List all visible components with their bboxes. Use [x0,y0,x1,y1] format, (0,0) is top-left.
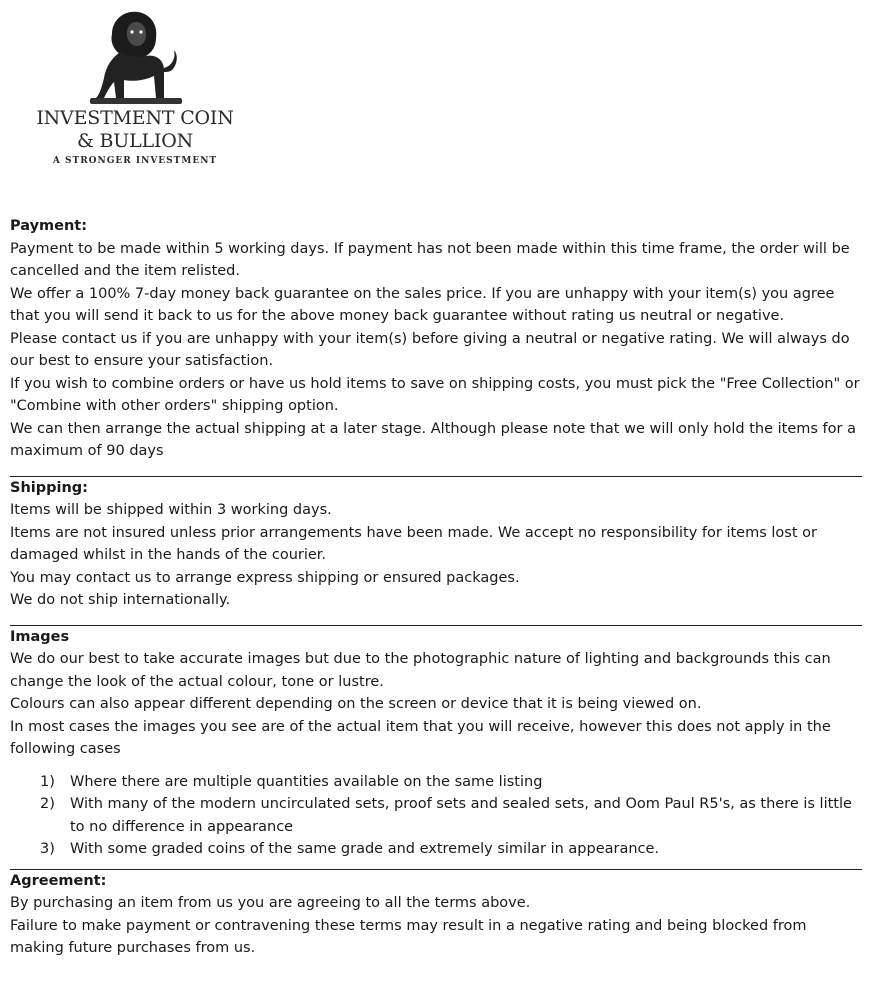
shipping-paragraph: Items will be shipped within 3 working days. [10,502,332,518]
list-item-text: Where there are multiple quantities available on the same listing [70,773,543,790]
agreement-paragraph: Failure to make payment or contravening these terms may result in a negative rating and being blocked from making future purchases from us. [10,917,807,956]
payment-section [10,215,862,463]
list-item-number: 3) [40,841,55,857]
list-item [40,793,862,838]
list-item-text: With many of the modern uncirculated sets, proof sets and sealed sets, and Oom Paul R5's, as there is little to no difference in appearance [70,796,852,835]
shipping-paragraph: Items are not insured unless prior arrangements have been made. We accept no responsibility for items lost or damaged whilst in the hands of the courier. [10,524,817,563]
payment-paragraph: Please contact us if you are unhappy with your item(s) before giving a neutral or negative rating. We will always do our best to ensure your satisfaction. [10,330,850,369]
shipping-heading: Shipping: [10,479,88,496]
agreement-section [10,870,862,960]
brand-logo [30,6,240,166]
shipping-paragraph: You may contact us to arrange express shipping or ensured packages. [10,569,520,586]
brand-title-line1: INVESTMENT COIN [36,107,234,129]
payment-paragraph: Payment to be made within 5 working days. If payment has not been made within this time frame, the order will be cancelled and the item relisted. [10,240,850,279]
payment-paragraph: If you wish to combine orders or have us hold items to save on shipping costs, you must pick the "Free Collection" or "Combine with other orders" shipping option. [10,375,860,414]
brand-tagline: A STRONGER INVESTMENT [52,156,218,166]
shipping-section [10,477,862,612]
images-paragraph: In most cases the images you see are of the actual item that you will receive, however this does not apply in the following cases [10,718,831,757]
list-item-number: 2) [40,796,55,812]
agreement-paragraph: By purchasing an item from us you are agreeing to all the terms above. [10,895,531,911]
images-heading: Images [10,628,70,645]
exception-list [10,771,862,861]
payment-paragraph: We can then arrange the actual shipping at a later stage. Although please note that we will only hold the items for a maximum of 90 days [10,420,856,459]
payment-paragraph: We offer a 100% 7-day money back guarantee on the sales price. If you are unhappy with your item(s) you agree that you will send it back to us for the above money back guarantee without rating us neutral or negative. [10,285,835,324]
images-section [10,626,862,861]
list-item [40,771,862,794]
list-item-number: 1) [40,773,55,790]
list-item [40,838,862,861]
list-item-text: With some graded coins of the same grade and extremely similar in appearance. [70,841,660,857]
lion-icon [80,6,190,106]
agreement-heading: Agreement: [10,872,107,889]
brand-title-line2: & BULLION [76,130,194,152]
images-paragraph: We do our best to take accurate images but due to the photographic nature of lighting and backgrounds this can change the look of the actual colour, tone or lustre. [10,651,831,690]
shipping-paragraph: We do not ship internationally. [10,592,231,608]
terms-document [10,215,862,960]
payment-heading: Payment: [10,218,88,234]
images-paragraph: Colours can also appear different depending on the screen or device that it is being viewed on. [10,696,702,712]
